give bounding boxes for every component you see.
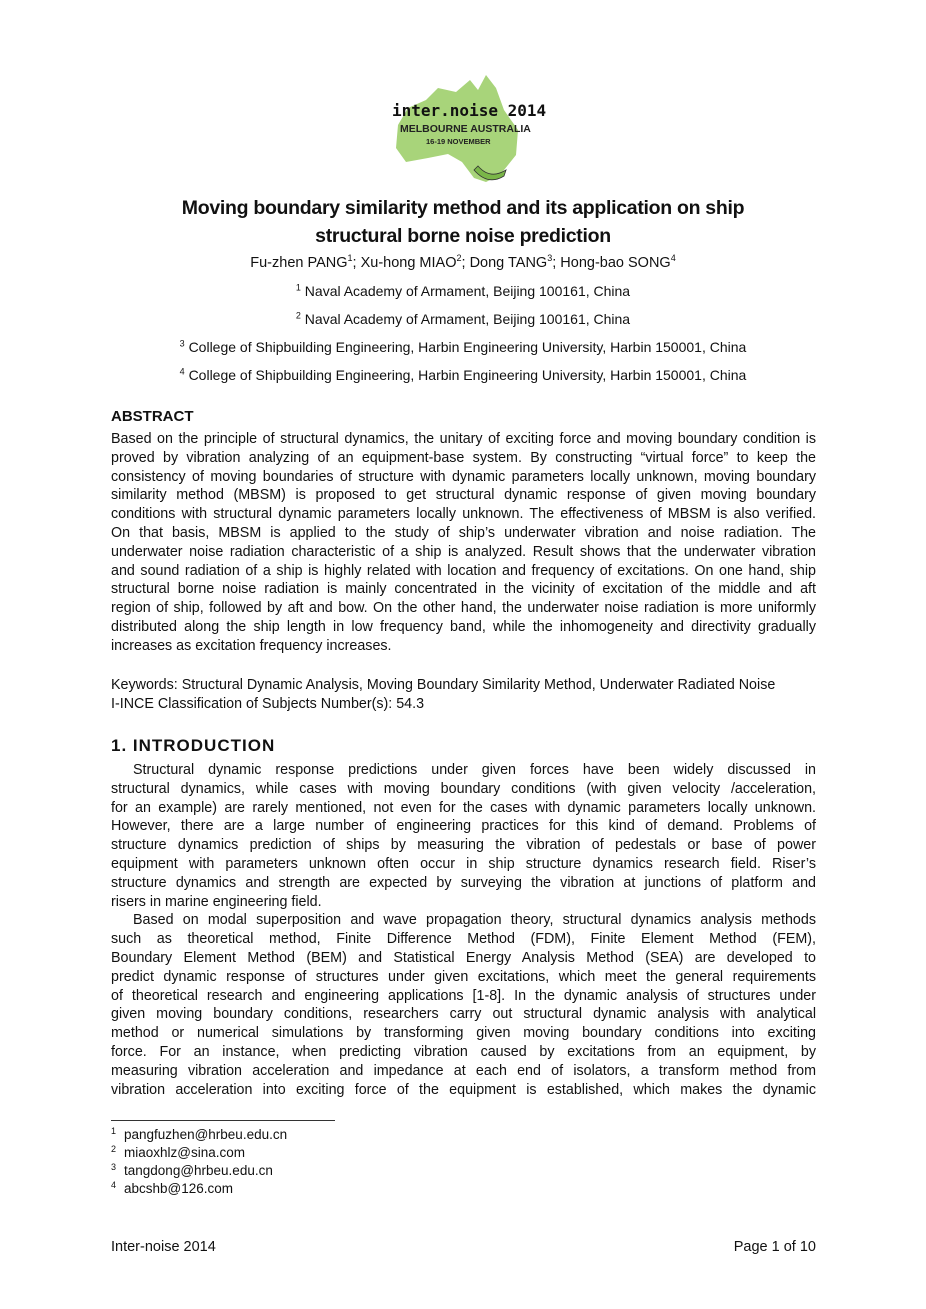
text-line: Based on modal superposition and wave propagation theory, structural dynamics analysis methods [133,912,816,929]
text-line: structural borne noise radiation is mainly concentrated in the vicinity of excitation of the middle and aft [111,581,816,598]
text-line: given moving boundary conditions, researchers carry out structural dynamic analysis with analytical [111,1006,816,1023]
footnote: $^2$ miaoxhlz@sina.com [111,1143,246,1160]
text-line: force. For an instance, when predicting vibration caused by excitations from an equipment, by [111,1044,816,1060]
text-line: Based on the principle of structural dynamics, the unitary of exciting force and moving boundary condition is [111,431,816,447]
text-line: and sound radiation of a ship is highly related with location and frequency of excitations. On one hand, ship [111,562,816,579]
text-line: structural dynamics, while cases with moving boundary conditions (with given velocity /acceleration, [111,780,816,797]
footnote-divider [111,1120,335,1121]
logo-name: inter.noise 2014 [392,101,547,120]
text-line: increases as excitation frequency increases. [111,637,392,654]
paper-title-line-1: Moving boundary similarity method and its application on ship [181,197,745,219]
text-line: method or numerical simulations by transforming given moving boundary conditions into exciting [111,1025,816,1042]
text-line: On that basis, MBSM is applied to the study of ship’s underwater vibration and noise radiation. The [111,525,816,541]
text-line: However, there are a large number of engineering practices for this kind of demand. Problems of [111,818,816,835]
text-line: proved by vibration analyzing of an equipment-base system. By constructing “virtual force” to keep the [111,449,816,466]
footnote: $^1$ pangfuzhen@hrbeu.edu.cn [111,1125,288,1142]
footer-conference: Inter-noise 2014 [111,1239,216,1255]
text-line: structure dynamics prediction of ships by measuring the vibration of pedestals or base of power [111,837,816,854]
footnote: $^3$ tangdong@hrbeu.edu.cn [111,1161,273,1178]
abstract-heading: ABSTRACT [111,408,194,425]
text-line: risers in marine engineering field. [111,893,322,910]
conference-logo [378,70,547,190]
text-line: region of ship, followed by aft and bow. On the other hand, the underwater noise radiation is more uniformly [111,600,816,617]
text-line: similarity method (MBSM) is proposed to get structural dynamic response of given moving boundary [111,487,816,504]
text-line: for an example) are rarely mentioned, not even for the cases with dynamic parameters locally unknown. [111,799,816,816]
footer-page-number: Page 1 of 10 [733,1239,816,1255]
paper-title-line-2: structural borne noise prediction [315,225,611,247]
text-line: predict dynamic response of structures under given excitations, which meet the general requirements [111,968,816,985]
text-line: such as theoretical method, Finite Difference Method (FDM), Finite Element Method (FEM), [111,931,816,948]
text-line: underwater noise radiation characteristic of a ship is analyzed. Result shows that the underwater vibration [111,543,816,560]
affiliation: $^2$ Naval Academy of Armament, Beijing 100161, China [295,310,631,327]
text-line: measuring vibration acceleration and impedance at each end of isolators, a transform method from [111,1062,816,1079]
text-line: distributed along the ship length in low frequency band, while the inhomogeneity and directivity gradually [111,619,816,635]
author-list: Fu-zhen PANG$^1$; Xu-hong MIAO$^2$; Dong TANG$^3$; Hong-bao SONG$^4$ [250,253,676,271]
introduction-heading: 1. INTRODUCTION [111,736,276,755]
logo-dates: 16-19 NOVEMBER [426,137,491,146]
classification: I-INCE Classification of Subjects Number(s): 54.3 [111,696,425,712]
footnote: $^4$ abcshb@126.com [111,1179,234,1196]
text-line: structure dynamics and strength are expected by surveying the vibration at junctions of platform and [111,874,816,891]
logo-place: MELBOURNE AUSTRALIA [400,123,531,135]
text-line: consistency of moving boundaries of structure with dynamic parameters locally unknown, moving boundary [111,468,816,485]
text-line: conditions with structural dynamic parameters locally unknown. The effectiveness of MBSM is also verified. [111,506,816,523]
text-line: Structural dynamic response predictions under given forces have been widely discussed in [133,762,816,778]
affiliation: $^4$ College of Shipbuilding Engineering, Harbin Engineering University, Harbin 150001, China [179,366,747,383]
text-line: equipment with parameters unknown often occur in ship structure dynamics research field. Riser’s [111,856,816,872]
text-line: of theoretical research and engineering applications [1-8]. In the dynamic analysis of structures under [111,987,816,1004]
text-line: Boundary Element Method (BEM) and Statistical Energy Analysis Method (SEA) are developed to [111,950,816,966]
text-line: vibration acceleration into exciting force of the equipment is established, which makes the dynamic [111,1081,816,1098]
affiliation: $^1$ Naval Academy of Armament, Beijing 100161, China [295,282,631,299]
keywords: Keywords: Structural Dynamic Analysis, Moving Boundary Similarity Method, Underwater Radiated Noise [111,677,776,693]
affiliation: $^3$ College of Shipbuilding Engineering, Harbin Engineering University, Harbin 150001, China [179,338,747,355]
